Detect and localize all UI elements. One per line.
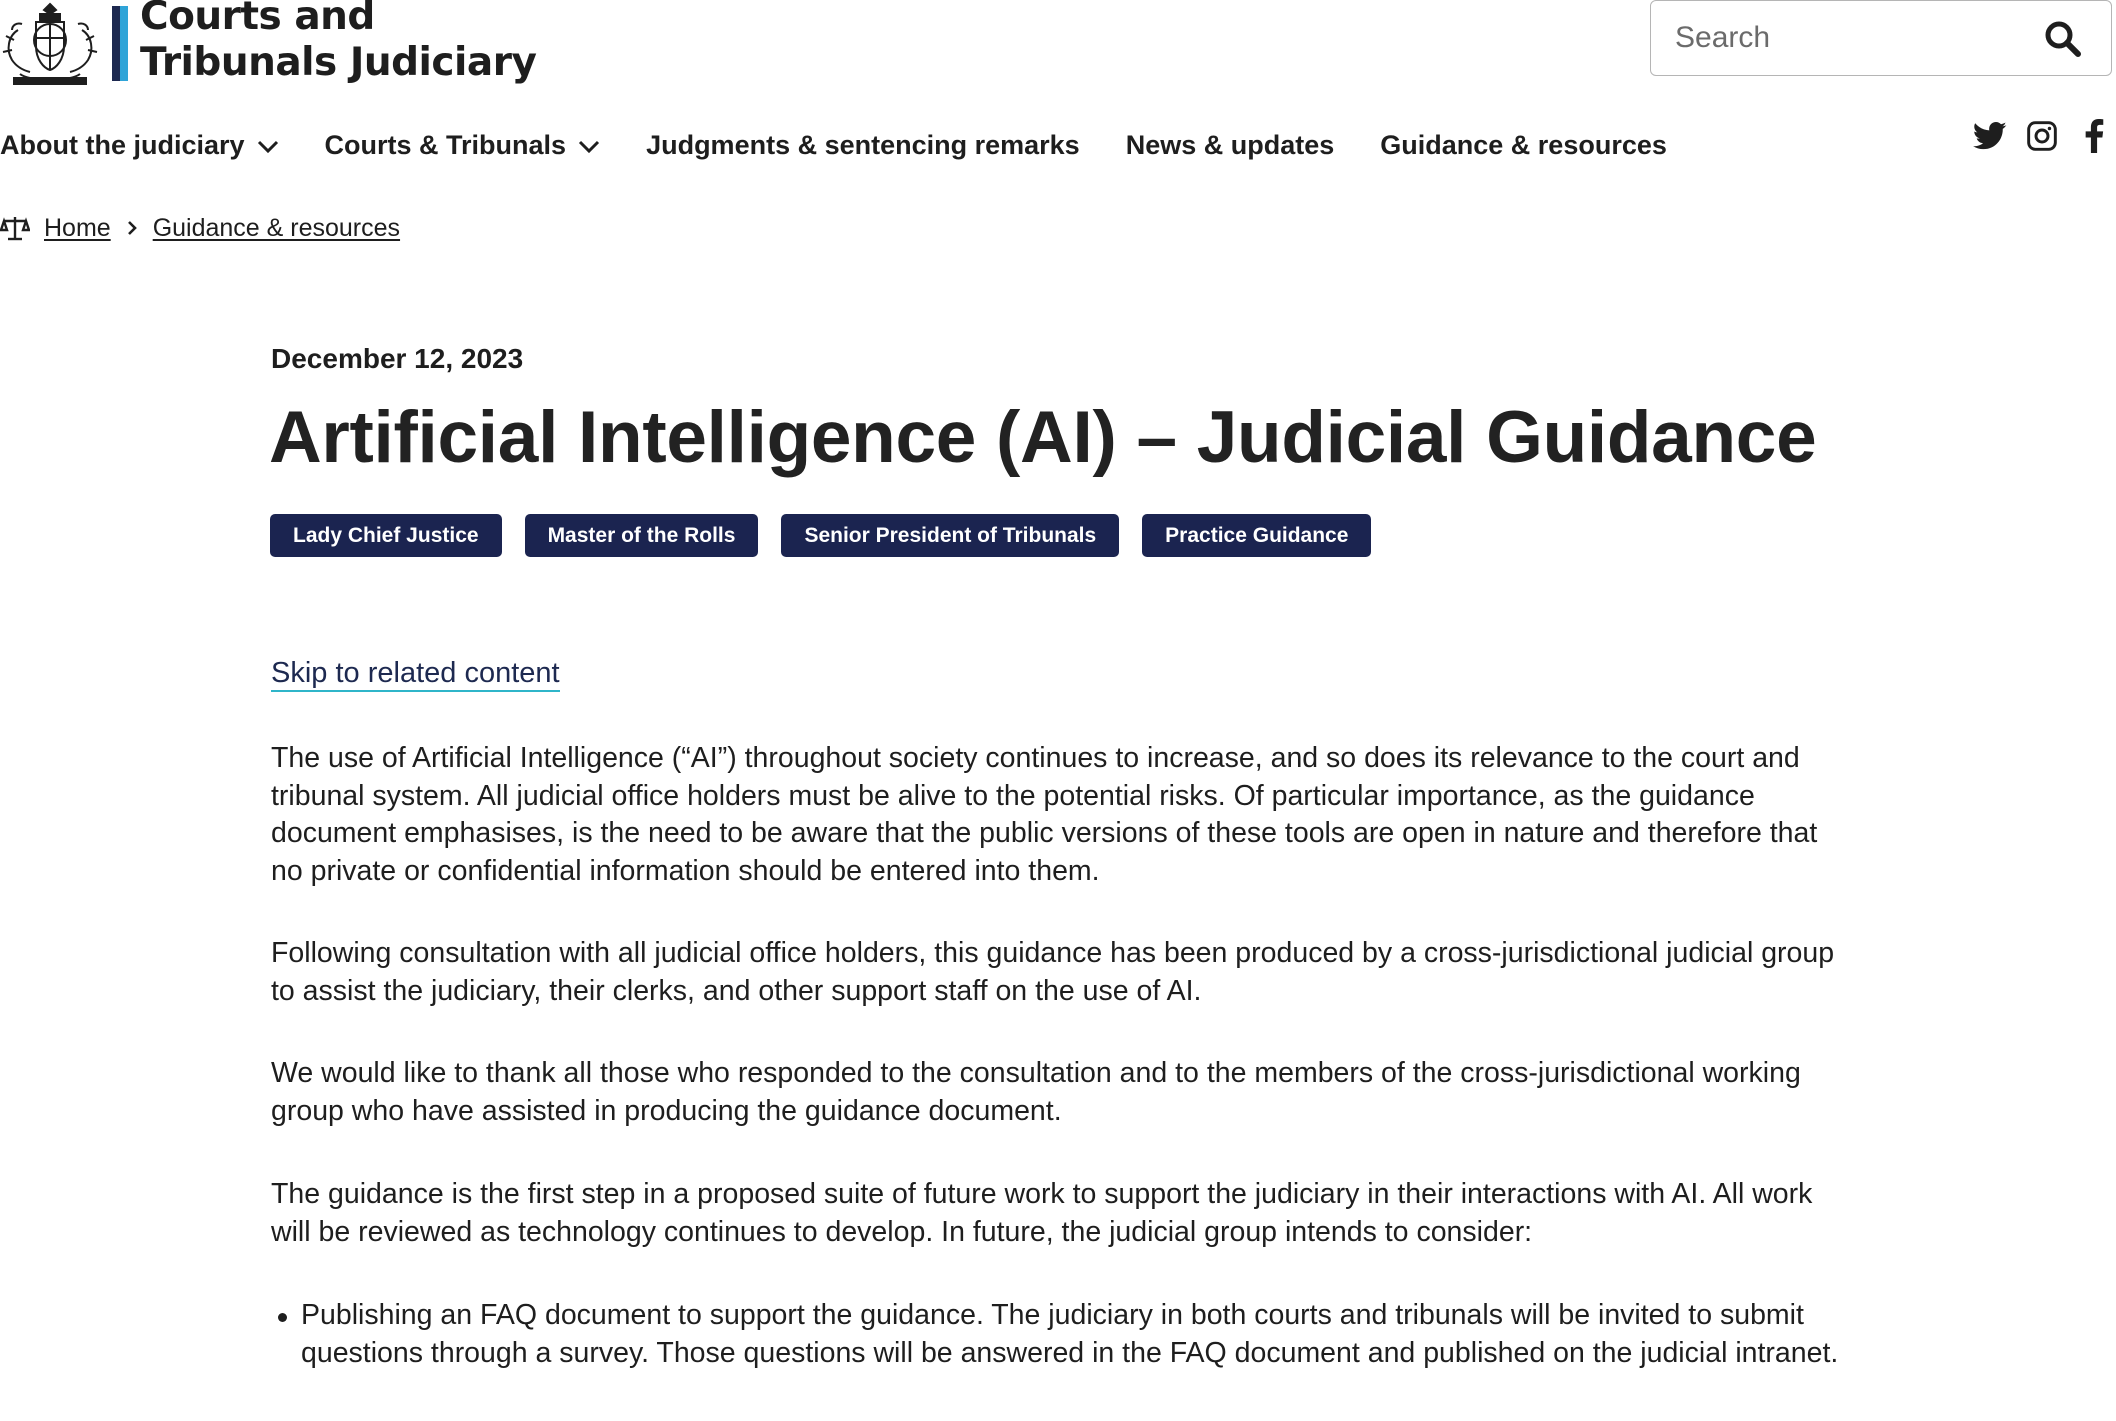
search-box: [1650, 0, 2112, 76]
tag-list: [270, 514, 1394, 557]
chevron-down-icon: [257, 140, 279, 154]
nav-item-about-the-judiciary[interactable]: [0, 130, 279, 161]
site-logo[interactable]: [0, 0, 560, 95]
breadcrumb-home[interactable]: Home: [44, 213, 111, 242]
tag-senior-president-of-tribunals[interactable]: Senior President of Tribunals: [781, 514, 1119, 557]
future-work-list: [271, 1297, 1851, 1372]
article-paragraph: The use of Artificial Intelligence (“AI”) throughout society continues to increase, and so does its relevance to the court and tribunal system. All judicial office holders must be alive to the potential risks. Of particular importance, as the guidance document emphasises, is the need to be aware that the public versions of these tools are open in nature and therefore that no private or confidential information should be entered into them.: [271, 742, 1818, 887]
article-paragraph: Following consultation with all judicial office holders, this guidance has been produced by a cross-jurisdictional judicial group to assist the judiciary, their clerks, and other support staff on the use of AI.: [271, 937, 1835, 1007]
nav-item-label: About the judiciary: [0, 129, 245, 160]
facebook-icon: [2084, 119, 2104, 153]
list-item: Publishing an FAQ document to support the guidance. The judiciary in both courts and tribunals will be invited to submit questions through a survey. Those questions will be answered in the FAQ document and published on the judicial intranet.: [271, 1297, 1851, 1372]
instagram-link[interactable]: [2024, 118, 2060, 154]
article-paragraph: We would like to thank all those who responded to the consultation and to the members of the cross-jurisdictional working group who have assisted in producing the guidance document.: [271, 1057, 1801, 1127]
main-nav: [0, 120, 1713, 170]
twitter-icon: [1973, 121, 2007, 151]
chevron-right-icon: [125, 220, 139, 236]
chevron-down-icon: [578, 140, 600, 154]
breadcrumb-guidance-and-resources[interactable]: Guidance & resources: [152, 213, 401, 242]
search-icon[interactable]: [2043, 19, 2083, 59]
logo-bar: [112, 6, 128, 81]
nav-item-label: News & updates: [1125, 129, 1335, 160]
search-input[interactable]: [1673, 20, 2017, 56]
scales-of-justice-icon: [0, 214, 30, 242]
nav-item-courts-and-tribunals[interactable]: [325, 130, 601, 161]
nav-item-guidance-and-resources[interactable]: [1380, 130, 1667, 161]
tag-master-of-the-rolls[interactable]: Master of the Rolls: [525, 514, 759, 557]
nav-item-news-and-updates[interactable]: [1126, 130, 1335, 161]
logo-line-1: Courts and: [140, 0, 375, 39]
nav-item-label: Guidance & resources: [1380, 129, 1667, 160]
article-paragraph: The guidance is the first step in a proposed suite of future work to support the judiciary in their interactions with AI. All work will be reviewed as technology continues to develop. In future, the judicial group intends to consider:: [271, 1178, 1813, 1248]
twitter-link[interactable]: [1972, 118, 2008, 154]
article-date: December 12, 2023: [271, 343, 524, 374]
tag-practice-guidance[interactable]: Practice Guidance: [1142, 514, 1371, 557]
breadcrumb: [0, 210, 400, 246]
instagram-icon: [2026, 120, 2058, 152]
nav-item-label: Judgments & sentencing remarks: [646, 129, 1080, 160]
logo-line-2: Tribunals Judiciary: [140, 40, 537, 85]
royal-coat-of-arms-icon: [0, 0, 100, 88]
nav-item-label: Courts & Tribunals: [324, 129, 567, 160]
social-links: [1972, 118, 2116, 154]
facebook-link[interactable]: [2076, 118, 2112, 154]
nav-item-judgments[interactable]: [646, 130, 1080, 161]
logo-text: [140, 0, 536, 86]
tag-lady-chief-justice[interactable]: Lady Chief Justice: [270, 514, 502, 557]
page-title: Artificial Intelligence (AI) – Judicial Guidance: [269, 397, 1817, 478]
skip-to-related-content-link[interactable]: Skip to related content: [271, 656, 560, 692]
